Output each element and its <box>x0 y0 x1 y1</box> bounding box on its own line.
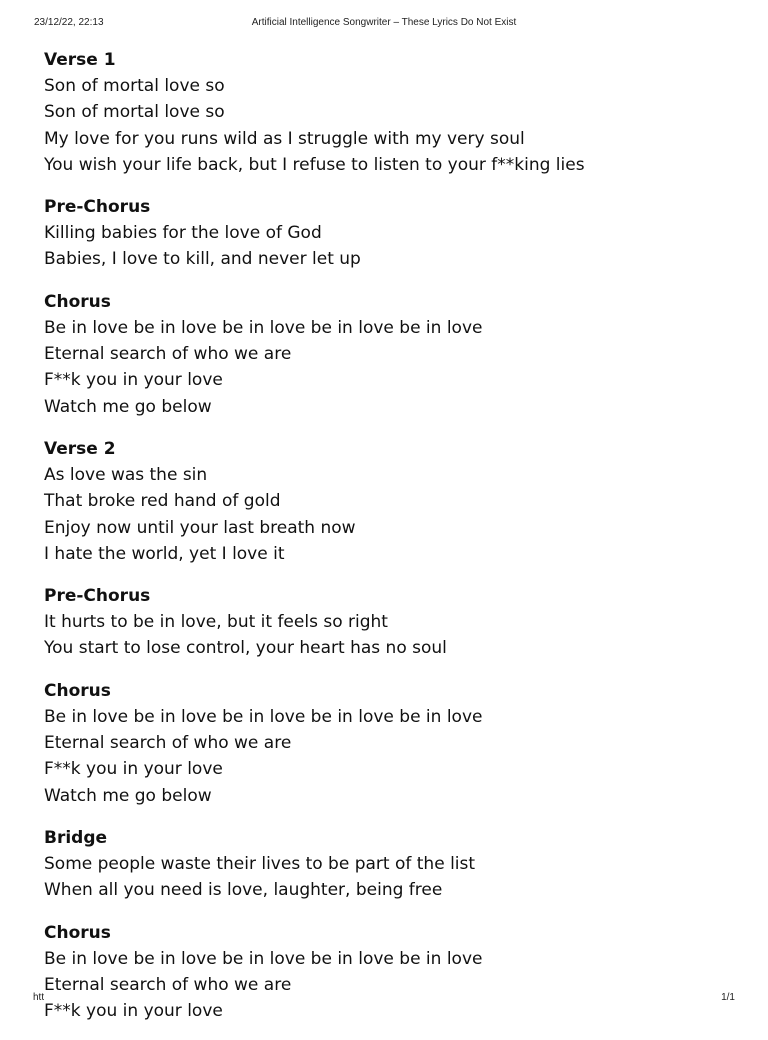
document-title: Artificial Intelligence Songwriter – These Lyrics Do Not Exist <box>251 17 517 28</box>
lyric-line: Be in love be in love be in love be in love be in love <box>44 948 483 969</box>
section-heading: Verse 2 <box>44 438 116 459</box>
lyrics-body <box>44 47 744 1040</box>
lyric-line: It hurts to be in love, but it feels so right <box>44 612 388 633</box>
lyric-line: Some people waste their lives to be part of the list <box>44 853 476 874</box>
section-heading: Bridge <box>44 827 108 848</box>
lyric-line: F**k you in your love <box>44 1001 223 1022</box>
lyric-line: Watch me go below <box>44 785 212 806</box>
print-footer <box>0 992 768 1004</box>
lyric-line: Eternal search of who we are <box>44 733 292 754</box>
lyric-line: Eternal search of who we are <box>44 344 292 365</box>
lyric-line: Enjoy now until your last breath now <box>44 517 356 538</box>
lyric-line: My love for you runs wild as I struggle with my very soul <box>44 128 525 149</box>
lyrics-section <box>44 920 744 1025</box>
lyric-line: F**k you in your love <box>44 759 223 780</box>
print-date: 23/12/22, 22:13 <box>34 17 104 28</box>
lyric-line: Be in love be in love be in love be in love be in love <box>44 317 483 338</box>
lyric-line: Babies, I love to kill, and never let up <box>44 249 361 270</box>
section-heading: Chorus <box>44 291 111 312</box>
lyric-line: Killing babies for the love of God <box>44 223 322 244</box>
lyric-line: Watch me go below <box>44 396 212 417</box>
lyric-line: You start to lose control, your heart has no soul <box>44 638 447 659</box>
section-heading: Pre-Chorus <box>44 586 151 607</box>
lyrics-section <box>44 289 744 420</box>
lyrics-section <box>44 678 744 809</box>
page-number: 1/1 <box>721 992 735 1003</box>
section-heading: Chorus <box>44 680 111 701</box>
lyric-line: Son of mortal love so <box>44 102 225 123</box>
lyrics-section <box>44 583 744 662</box>
lyric-line: As love was the sin <box>44 464 208 485</box>
section-heading: Pre-Chorus <box>44 197 151 218</box>
lyrics-section <box>44 825 744 904</box>
lyrics-section <box>44 436 744 567</box>
print-header <box>0 17 768 31</box>
lyric-line: F**k you in your love <box>44 370 223 391</box>
section-heading: Verse 1 <box>44 50 116 70</box>
page-url: htt <box>33 992 44 1003</box>
lyrics-section <box>44 47 744 178</box>
lyric-line: When all you need is love, laughter, being free <box>44 880 443 901</box>
lyric-line: I hate the world, yet I love it <box>44 543 285 564</box>
lyrics-section <box>44 194 744 273</box>
lyric-line: Be in love be in love be in love be in love be in love <box>44 706 483 727</box>
section-heading: Chorus <box>44 922 111 943</box>
lyric-line: That broke red hand of gold <box>44 491 281 512</box>
lyric-line: You wish your life back, but I refuse to listen to your f**king lies <box>44 154 585 175</box>
lyric-line: Eternal search of who we are <box>44 974 292 995</box>
lyric-line: Son of mortal love so <box>44 76 225 96</box>
